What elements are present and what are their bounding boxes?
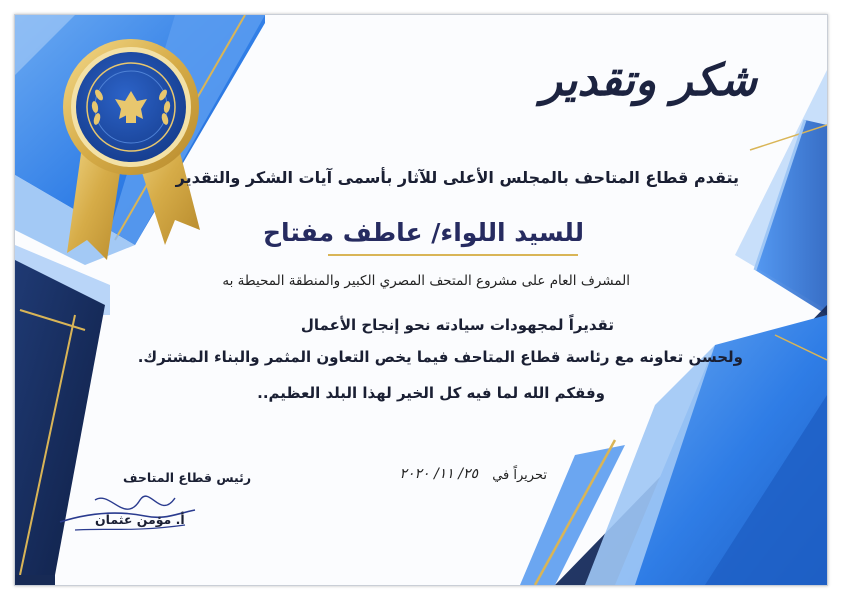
recipient-role: المشرف العام على مشروع المتحف المصري الكبير والمنطقة المحيطة به — [222, 273, 630, 289]
bottom-right-panels — [520, 305, 827, 585]
date-value: ٢٥/ ١١/ ٢٠٢٠ — [399, 466, 478, 482]
recipient-name: للسيد اللواء/ عاطف مفتاح — [263, 218, 584, 247]
certificate-title: شكر وتقدير — [540, 55, 757, 106]
signatory-name: أ. مؤمن عثمان — [95, 512, 185, 527]
name-underline — [328, 254, 578, 256]
date-label: تحريراً في — [492, 468, 547, 483]
signatory-title: رئيس قطاع المتاحف — [123, 470, 252, 485]
right-upper-panels — [735, 70, 827, 315]
body-line-2: ولحسن تعاونه مع رئاسة قطاع المتاحف فيما يخص التعاون المثمر والبناء المشترك. — [137, 348, 743, 366]
intro-line: يتقدم قطاع المتاحف بالمجلس الأعلى للآثار بأسمى آيات الشكر والتقدير — [175, 168, 739, 187]
body-line-3: وفقكم الله لما فيه كل الخير لهذا البلد العظيم.. — [257, 384, 605, 402]
certificate-frame — [14, 14, 828, 586]
body-line-1: تقديراً لمجهودات سيادته نحو إنجاح الأعمال — [300, 316, 614, 334]
